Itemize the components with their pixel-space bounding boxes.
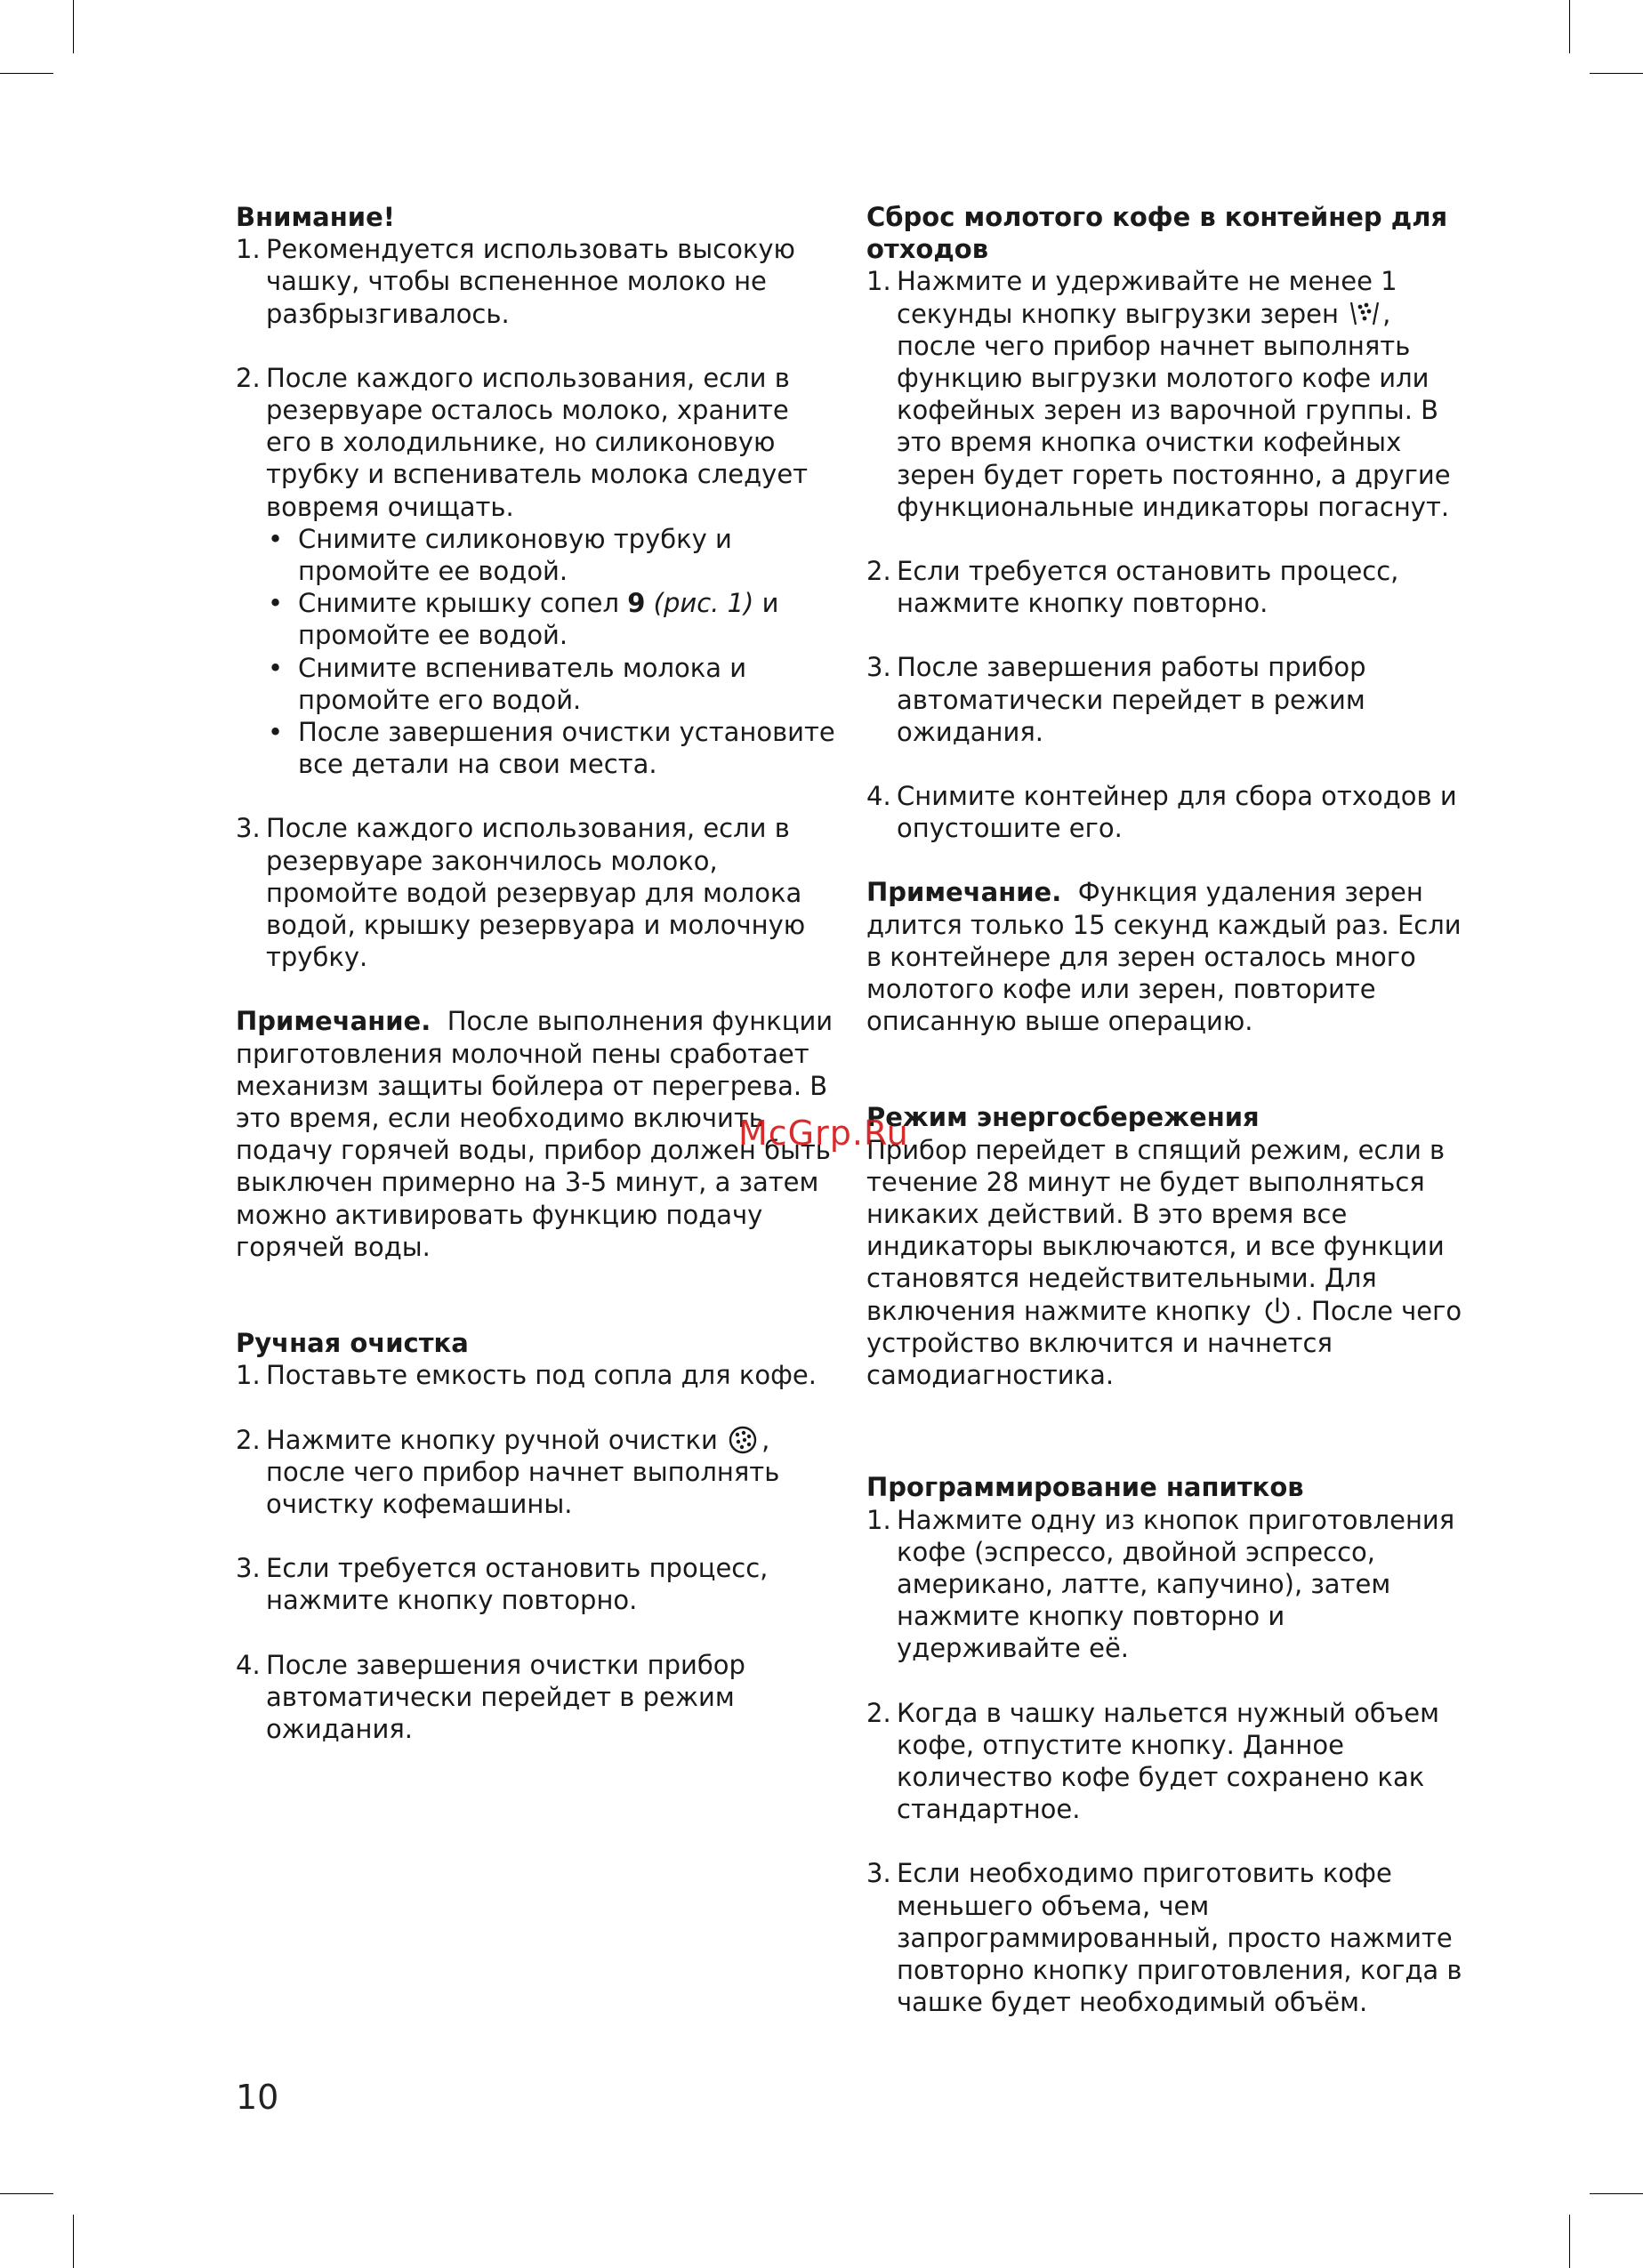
page-number: 10 (236, 2078, 279, 2117)
power-icon (1260, 1295, 1295, 1327)
item-number: 4. (236, 1649, 261, 1680)
left-column (236, 201, 841, 1745)
item-text: Снимите контейнер для сбора отходов и опустошите его. (897, 781, 1457, 844)
waste-heading: Сброс молотого кофе в контейнер для отходов (866, 202, 1448, 265)
list-item (866, 780, 1471, 844)
item-text: Нажмите одну из кнопок приготовления кофе (эспрессо, двойной эспрессо, американо, латте, капучино), затем нажмите кнопку повторно и удерживайте её. (897, 1504, 1455, 1664)
list-item (866, 651, 1471, 748)
programming-heading: Программирование напитков (866, 1472, 1304, 1503)
item-number: 2. (866, 556, 891, 587)
crop-mark (73, 0, 74, 53)
item-text: Если требуется остановить процесс, нажмите кнопку повторно. (897, 556, 1399, 619)
crop-mark (1590, 73, 1643, 74)
bullet-text: После завершения очистки установите все детали на свои места. (298, 717, 835, 780)
item-text: Когда в чашку нальется нужный объем кофе, отпустите кнопку. Данное количество кофе будет сохранено как стандартное. (897, 1697, 1439, 1825)
crop-mark (1569, 2215, 1570, 2268)
manual-clean-heading: Ручная очистка (236, 1328, 469, 1359)
list-item (236, 1424, 841, 1521)
list-item (236, 1552, 841, 1616)
part-number: 9 (627, 588, 646, 619)
note-label: Примечание. (866, 877, 1062, 908)
bullet-text-pre: Снимите крышку сопел (298, 588, 628, 619)
energy-saving-heading: Режим энергосбережения (866, 1102, 1260, 1133)
item-number: 2. (866, 1697, 891, 1728)
bullet-item (236, 523, 841, 587)
item-number: 3. (236, 813, 261, 844)
note-text: После выполнения функции приготовления молочной пены сработает механизм защиты бойлера от перегрева. В это время, если необходимо включить подачу горячей воды, прибор должен быть выключен примерно на 3-5 минут, а затем можно активировать функцию подачу горячей воды. (236, 1006, 834, 1262)
energy-text-pre: Прибор перейдет в спящий режим, если в течение 28 минут не будет выполняться никаких действий. В это время все индикаторы выключаются, и все функции становятся недействительными. Для включения нажмите кнопку (866, 1134, 1446, 1326)
item-text: Поставьте емкость под сопла для кофе. (266, 1360, 817, 1391)
note-label: Примечание. (236, 1006, 431, 1037)
item-number: 2. (236, 362, 261, 393)
crop-mark (1569, 0, 1570, 53)
bullet-mark: • (268, 588, 284, 619)
energy-saving-paragraph (866, 1134, 1471, 1392)
manual-clean-icon (726, 1424, 761, 1456)
figure-reference: (рис. 1) (653, 588, 754, 619)
item-number: 3. (866, 652, 891, 683)
right-column (866, 201, 1471, 2018)
item-number: 1. (236, 1360, 261, 1391)
list-item (236, 1359, 841, 1391)
item-text-post: , после чего прибор начнет выполнять функцию выгрузки молотого кофе или кофейных зерен из варочной группы. В это время кнопка очистки кофейных зерен будет гореть постоянно, а другие функциональные индикаторы погаснут. (897, 298, 1451, 522)
note-text: Функция удаления зерен длится только 15 секунд каждый раз. Если в контейнере для зерен осталось много молотого кофе или зерен, повторите описанную выше операцию. (866, 877, 1462, 1037)
list-item (236, 362, 841, 523)
item-number: 2. (236, 1424, 261, 1455)
item-number: 4. (866, 781, 891, 812)
note-paragraph (866, 876, 1471, 1037)
list-item (866, 1697, 1471, 1826)
item-text: Если необходимо приготовить кофе меньшего объема, чем запрограммированный, просто нажмите повторно кнопку приготовления, когда в чашке будет необходимый объём. (897, 1858, 1462, 2018)
item-text: После каждого использования, если в резервуаре осталось молоко, храните его в холодильнике, но силиконовую трубку и вспениватель молока следует вовремя очищать. (266, 362, 809, 522)
bullet-text: Снимите силиконовую трубку и промойте ее водой. (298, 523, 732, 587)
item-number: 1. (866, 266, 891, 297)
crop-mark (1590, 2193, 1643, 2194)
item-text-post: , после чего прибор начнет выполнять очистку кофемашины. (266, 1424, 780, 1519)
bean-unload-icon (1347, 298, 1382, 330)
list-item (866, 265, 1471, 523)
bullet-item (236, 587, 841, 651)
list-item (236, 1649, 841, 1746)
bullet-mark: • (268, 717, 284, 748)
item-text: Если требуется остановить процесс, нажмите кнопку повторно. (266, 1553, 769, 1616)
item-text-pre: Нажмите кнопку ручной очистки (266, 1424, 718, 1455)
attention-heading: Внимание! (236, 202, 395, 232)
crop-mark (73, 2215, 74, 2268)
list-item (866, 555, 1471, 619)
item-text: После завершения очистки прибор автоматически перейдет в режим ожидания. (266, 1649, 745, 1744)
item-number: 1. (866, 1504, 891, 1535)
item-number: 3. (236, 1553, 261, 1584)
list-item (236, 812, 841, 973)
watermark: McGrp.Ru (738, 1114, 909, 1153)
bullet-mark: • (268, 652, 284, 683)
bullet-item (236, 652, 841, 716)
list-item (866, 1857, 1471, 2018)
item-text: После завершения работы прибор автоматически перейдет в режим ожидания. (897, 652, 1366, 747)
bullet-mark: • (268, 523, 284, 554)
crop-mark (0, 73, 53, 74)
item-text: После каждого использования, если в резервуаре закончилось молоко, промойте водой резервуар для молока водой, крышку резервуара и молочную трубку. (266, 813, 806, 973)
item-number: 3. (866, 1858, 891, 1889)
item-text-pre: Нажмите и удерживайте не менее 1 секунды кнопку выгрузки зерен (897, 266, 1397, 329)
list-item (236, 233, 841, 330)
bullet-text: Снимите вспениватель молока и промойте его водой. (298, 652, 747, 715)
list-item (866, 1504, 1471, 1665)
crop-mark (0, 2193, 53, 2194)
item-number: 1. (236, 234, 261, 265)
energy-text-post: . После чего устройство включится и начнется самодиагностика. (866, 1295, 1462, 1391)
item-text: Рекомендуется использовать высокую чашку, чтобы вспененное молоко не разбрызгивалось. (266, 234, 795, 329)
bullet-item (236, 716, 841, 780)
bullet-text-post: и промойте ее водой. (298, 588, 779, 651)
